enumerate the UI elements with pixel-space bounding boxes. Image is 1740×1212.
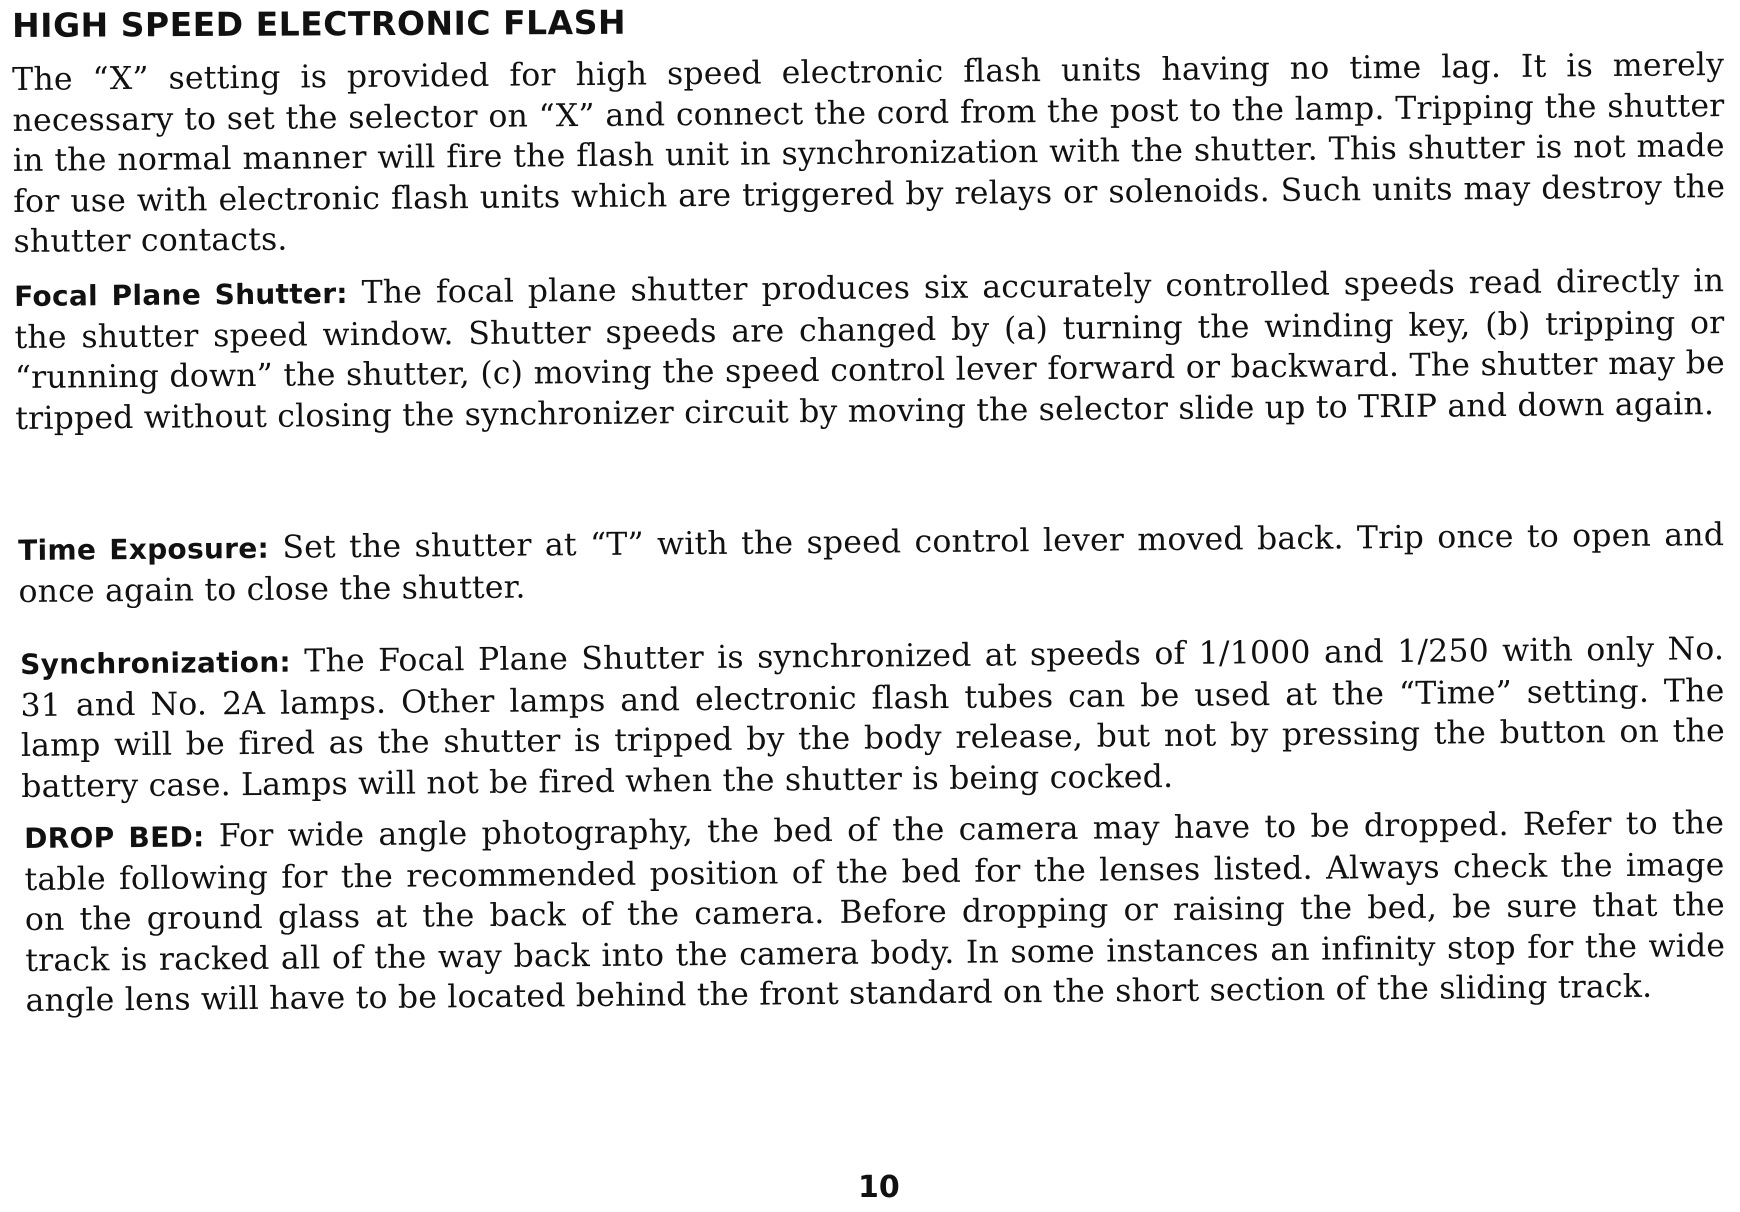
paragraph-lead-focal-plane-shutter: Focal Plane Shutter: [14,277,348,313]
paragraph-drop-bed [24,803,1726,1021]
paragraph-high-speed-flash [12,45,1726,262]
paragraph-lead-synchronization: Synchronization: [20,645,292,681]
paragraph-time-exposure [18,515,1725,612]
paragraph-lead-time-exposure: Time Exposure: [18,531,270,567]
paragraph-text: Set the shutter at “T” with the speed control lever moved back. Trip once to open and once again to close the shutter. [18,517,1725,610]
paragraph-text: For wide angle photography, the bed of the camera may have to be dropped. Refer to the table following for the recommended position of the bed for the lenses listed. Always check the image on the ground glass at the back of the camera. Before dropping or raising the bed, be sure that the track is racked all of the way back into the camera body. In some instances an infinity stop for the wide angle lens will have to be located behind the front standard on the short section of the sliding track. [24,805,1726,1019]
page-number: 10 [858,1170,900,1205]
paragraph-text: The “X” setting is provided for high speed electronic flash units having no time lag. It is merely necessary to set the selector on “X” and connect the cord from the post to the lamp. Tripping the shutter in the normal manner will fire the flash unit in synchronization with the shutter. This shutter is not made for use with electronic flash units which are triggered by relays or solenoids. Such units may destroy the shutter contacts. [12,47,1726,260]
paragraph-lead-drop-bed: DROP BED: [24,820,205,855]
paragraph-text: The Focal Plane Shutter is synchronized at speeds of 1/1000 and 1/250 with only No. 31 and No. 2A lamps. Other lamps and electronic flash tubes can be used at the “Time” setting. The lamp will be fired as the shutter is tripped by the body release, but not by pressing the button on the battery case. Lamps will not be fired when the shutter is being cocked. [20,631,1725,805]
paragraph-text: The focal plane shutter produces six accurately controlled speeds read directly in the shutter speed window. Shutter speeds are changed by (a) turning the winding key, (b) tripping or “running down” the shutter, (c) moving the speed control lever forward or backward. The shutter may be tripped without closing the synchronizer circuit by moving the selector slide up to TRIP and down again. [14,263,1725,437]
paragraph-synchronization [20,629,1725,807]
paragraph-focal-plane-shutter [14,261,1725,439]
section-heading-high-speed-electronic-flash: HIGH SPEED ELECTRONIC FLASH [12,2,627,45]
